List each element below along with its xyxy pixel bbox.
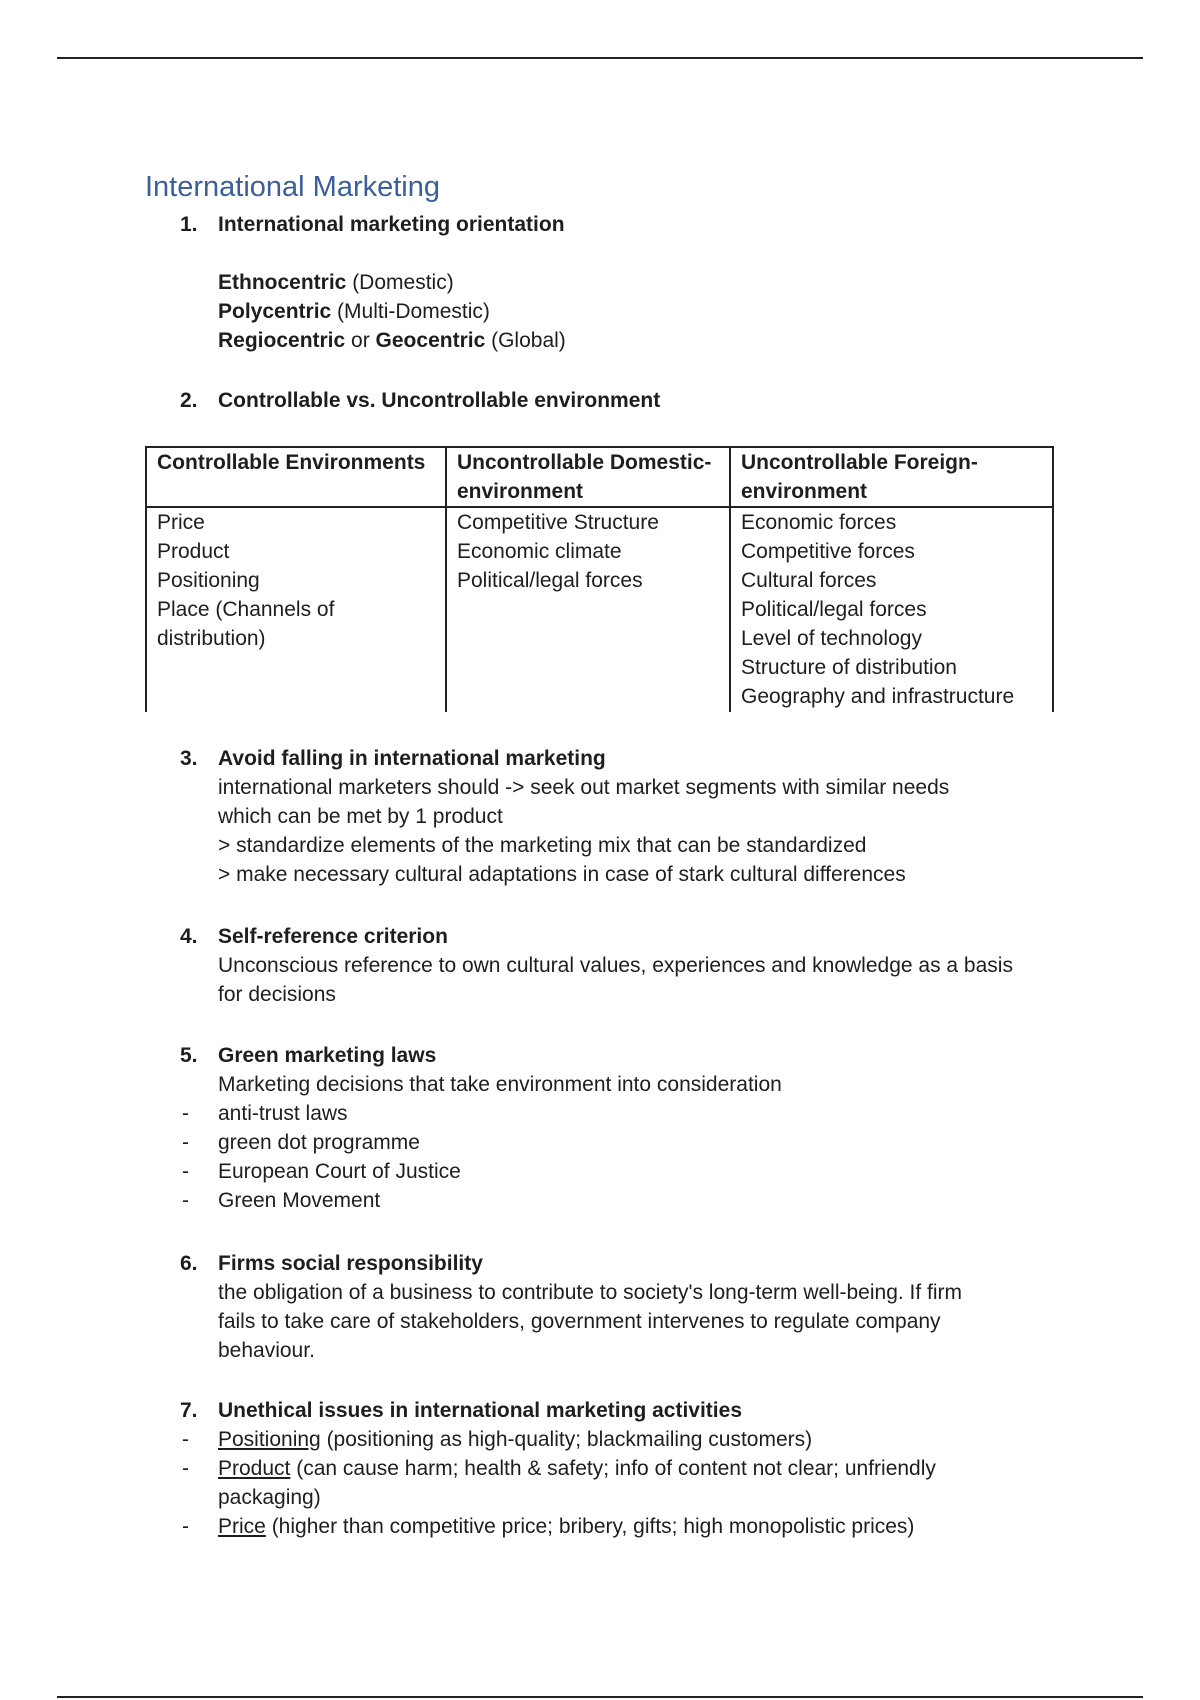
section-title: Unethical issues in international marketing activities: [218, 1399, 742, 1422]
section-5: [180, 1041, 1080, 1215]
list-item: - Price (higher than competitive price; bribery, gifts; high monopolistic prices): [182, 1515, 915, 1538]
body-text: for decisions: [218, 983, 336, 1006]
table-header-cell: Uncontrollable Foreign- environment: [730, 447, 1053, 507]
section-6-heading: [180, 1249, 1080, 1278]
table-header-cell: Uncontrollable Domestic- environment: [446, 447, 730, 507]
environment-table: [145, 446, 1054, 712]
orientation-item: Regiocentric or Geocentric (Global): [218, 329, 566, 352]
body-text: > make necessary cultural adaptations in case of stark cultural differences: [218, 863, 906, 886]
body-text: fails to take care of stakeholders, government intervenes to regulate company: [218, 1310, 941, 1333]
section-number: 7.: [180, 1399, 198, 1422]
list-item: - Green Movement: [182, 1189, 381, 1212]
section-title: Avoid falling in international marketing: [218, 747, 606, 770]
table-cell-domestic: Competitive Structure Economic climate Political/legal forces: [446, 507, 730, 712]
section-number: 4.: [180, 925, 198, 948]
section-2-heading: [180, 386, 1080, 415]
section-3-heading: [180, 744, 1080, 773]
orientation-list: [180, 268, 1080, 355]
body-text: international marketers should -> seek out market segments with similar needs: [218, 776, 950, 799]
section-title: International marketing orientation: [218, 213, 565, 236]
table-header-cell: Controllable Environments: [146, 447, 446, 507]
term-product: Product: [218, 1457, 291, 1480]
section-title: Firms social responsibility: [218, 1252, 483, 1275]
section-title: Self-reference criterion: [218, 925, 448, 948]
section-2: [180, 386, 1080, 415]
section-5-heading: [180, 1041, 1080, 1070]
section-number: 3.: [180, 747, 198, 770]
section-3: [180, 744, 1080, 889]
table-cell-foreign: Economic forces Competitive forces Cultural forces Political/legal forces Level of technology Structure of distribution Geography and infrastructure: [730, 507, 1053, 712]
section-number: 1.: [180, 213, 198, 236]
header-rule: [57, 57, 1143, 59]
footer-rule: [57, 1696, 1143, 1698]
section-7-heading: [180, 1396, 1080, 1425]
section-number: 5.: [180, 1044, 198, 1067]
list-item: - green dot programme: [182, 1131, 420, 1154]
orientation-item: Polycentric (Multi-Domestic): [218, 300, 490, 323]
page-title: International Marketing: [145, 171, 440, 203]
term-price: Price: [218, 1515, 266, 1538]
section-6: [180, 1249, 1080, 1365]
section-title: Controllable vs. Uncontrollable environment: [218, 389, 661, 412]
section-1-heading: [180, 210, 1080, 239]
section-number: 2.: [180, 389, 198, 412]
list-item: - Product (can cause harm; health & safety; info of content not clear; unfriendly packaging): [182, 1457, 936, 1509]
body-text: Unconscious reference to own cultural values, experiences and knowledge as a basis: [218, 954, 1013, 977]
body-text: > standardize elements of the marketing mix that can be standardized: [218, 834, 867, 857]
list-item: - Positioning (positioning as high-quality; blackmailing customers): [182, 1428, 813, 1451]
section-1: [180, 210, 1080, 355]
term-positioning: Positioning: [218, 1428, 321, 1451]
section-4: [180, 922, 1080, 1009]
section-4-heading: [180, 922, 1080, 951]
body-text: behaviour.: [218, 1339, 315, 1362]
table-cell-controllable: Price Product Positioning Place (Channels of distribution): [146, 507, 446, 712]
table-row: [146, 507, 1053, 712]
list-item: - anti-trust laws: [182, 1102, 348, 1125]
section-7: [180, 1396, 1080, 1541]
orientation-item: Ethnocentric (Domestic): [218, 271, 454, 294]
table-header-row: [146, 447, 1053, 507]
section-number: 6.: [180, 1252, 198, 1275]
section-title: Green marketing laws: [218, 1044, 437, 1067]
body-text: which can be met by 1 product: [218, 805, 503, 828]
body-text: the obligation of a business to contribute to society's long-term well-being. If firm: [218, 1281, 963, 1304]
list-item: - European Court of Justice: [182, 1160, 461, 1183]
body-text: Marketing decisions that take environment into consideration: [218, 1073, 782, 1096]
